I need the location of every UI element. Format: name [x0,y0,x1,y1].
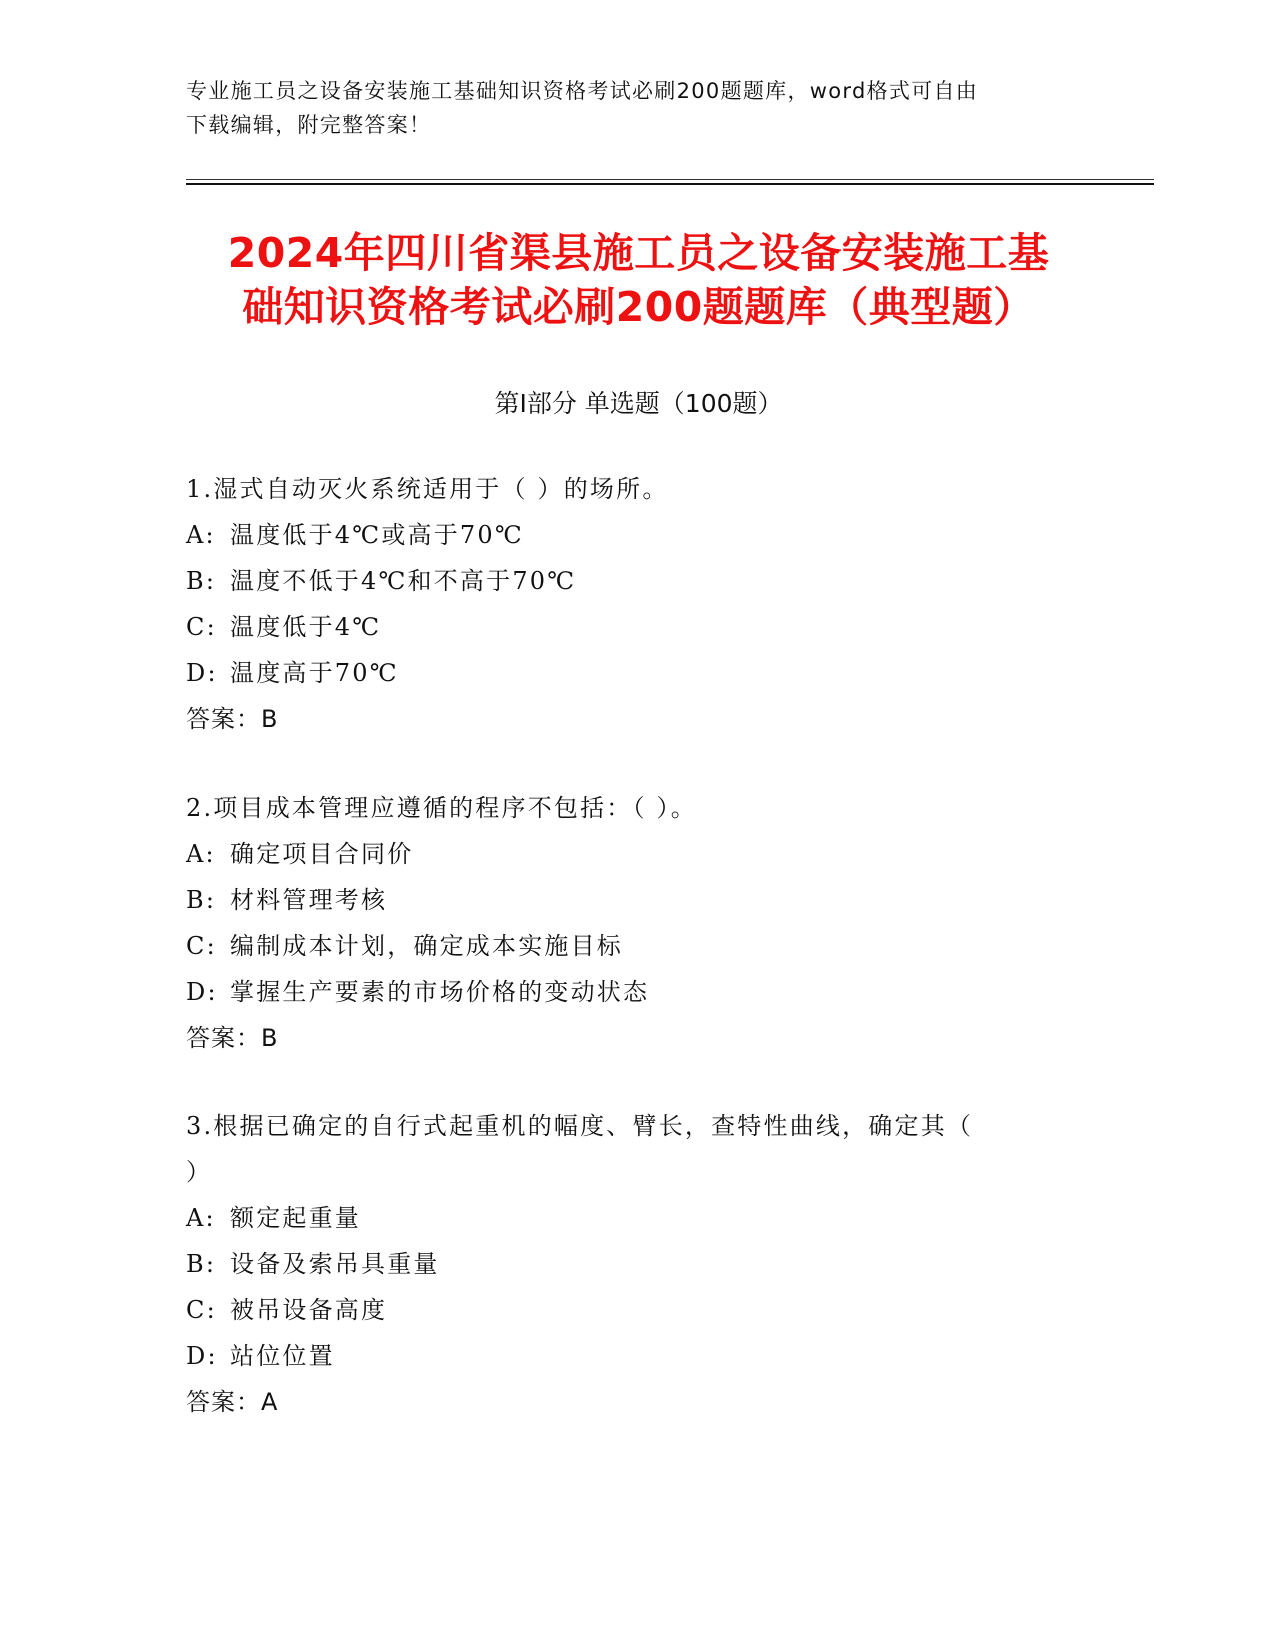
question-stem: 2.项目成本管理应遵循的程序不包括：（ ）。 [186,794,697,822]
answer-line: 答案：B [186,705,279,733]
option-text: 温度低于4℃或高于70℃ [230,521,524,549]
option-text: 掌握生产要素的市场价格的变动状态 [230,978,650,1006]
option-text: 被吊设备高度 [230,1296,388,1324]
option-text: 设备及索吊具重量 [230,1250,440,1278]
intro-line-2: 下载编辑，附完整答案！ [186,113,432,137]
option-text: 确定项目合同价 [230,840,414,868]
option-c [186,1287,1086,1333]
option-b [186,877,1086,923]
question-stem-line-1: 3.根据已确定的自行式起重机的幅度、臂长，查特性曲线，确定其（ [186,1112,974,1140]
answer-line: 答案：B [186,1024,279,1052]
option-d [186,1333,1086,1379]
option-letter: C: [186,613,217,641]
option-b [186,1241,1086,1287]
option-letter: A: [186,840,216,868]
option-d [186,650,1086,696]
header-rule-thin [186,179,1154,180]
option-letter: A: [186,1204,216,1232]
option-a [186,1195,1086,1241]
question-3 [186,1103,1086,1425]
option-text: 编制成本计划，确定成本实施目标 [230,932,623,960]
option-letter: D: [186,1342,218,1370]
question-stem: 1.湿式自动灭火系统适用于（ ）的场所。 [186,475,669,503]
section-heading: 第Ⅰ部分 单选题（100题） [494,389,783,418]
answer-line: 答案：A [186,1388,279,1416]
option-letter: C: [186,932,217,960]
option-letter: A: [186,521,216,549]
option-text: 温度低于4℃ [230,613,382,641]
option-d [186,969,1086,1015]
option-text: 温度高于70℃ [230,659,399,687]
question-1 [186,466,1086,742]
option-letter: D: [186,659,218,687]
option-text: 站位位置 [230,1342,335,1370]
header-rule-thick [186,183,1154,185]
intro-text [186,74,1066,142]
option-letter: B: [186,1250,217,1278]
option-c [186,923,1086,969]
option-letter: D: [186,978,218,1006]
option-c [186,604,1086,650]
option-a [186,512,1086,558]
document-title [186,226,1091,334]
option-a [186,831,1086,877]
option-text: 额定起重量 [230,1204,361,1232]
option-letter: B: [186,567,217,595]
question-stem [186,1103,1086,1195]
option-b [186,558,1086,604]
title-line-1: 2024年四川省渠县施工员之设备安装施工基 [227,229,1050,277]
option-text: 温度不低于4℃和不高于70℃ [230,567,577,595]
question-stem-line-2: ） [186,1158,213,1186]
option-letter: C: [186,1296,217,1324]
option-letter: B: [186,886,217,914]
intro-line-1: 专业施工员之设备安装施工基础知识资格考试必刷200题题库，word格式可自由 [186,79,979,103]
title-line-2: 础知识资格考试必刷200题题库（典型题） [242,283,1035,331]
option-text: 材料管理考核 [230,886,388,914]
question-2 [186,785,1086,1061]
